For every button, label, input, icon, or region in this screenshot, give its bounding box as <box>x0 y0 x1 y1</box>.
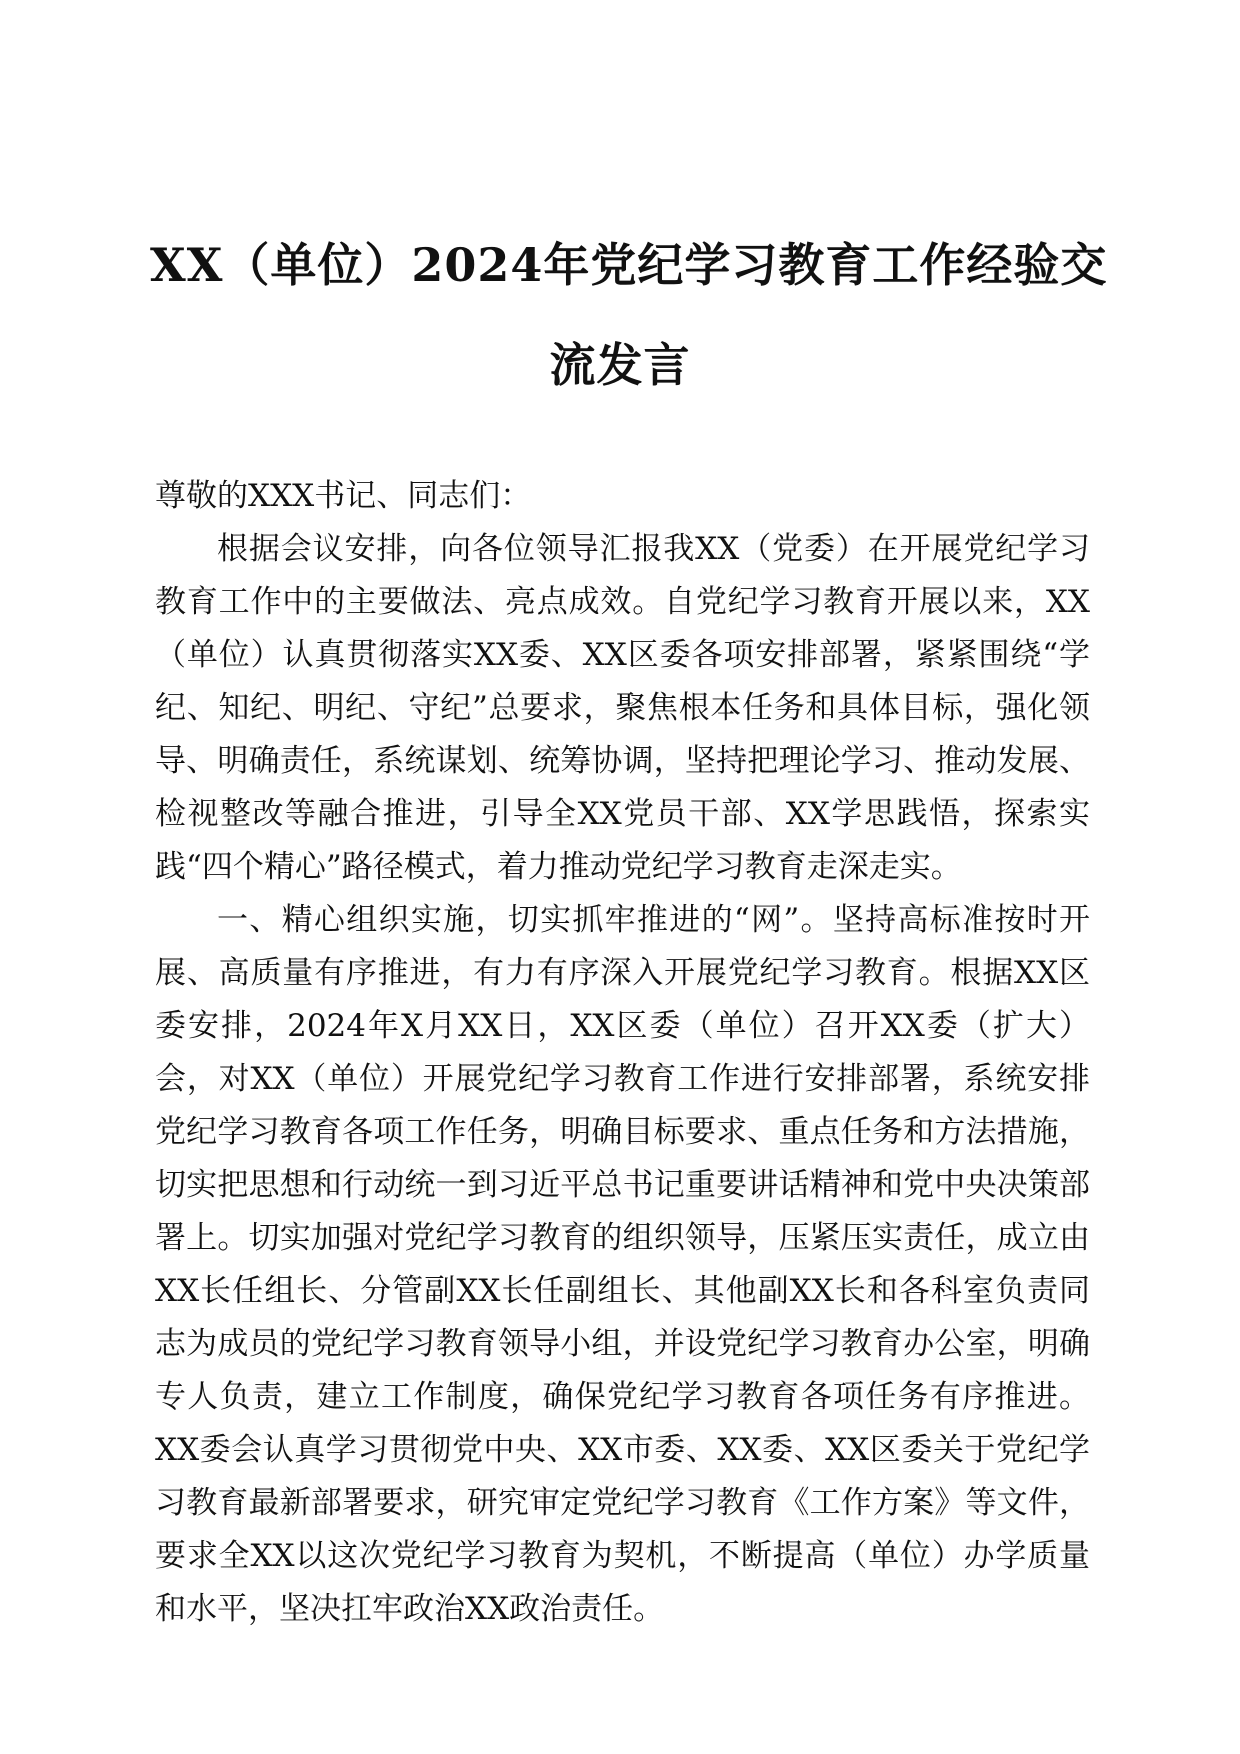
paragraph-section-1: 一、精心组织实施，切实抓牢推进的“网”。坚持高标准按时开展、高质量有序推进，有力有序深入开展党纪学习教育。根据XX区委安排，2024年X月XX日，XX区委（单位）召开XX委（扩大）会，对XX（单位）开展党纪学习教育工作进行安排部署，系统安排党纪学习教育各项工作任务，明确目标要求、重点任务和方法措施，切实把思想和行动统一到习近平总书记重要讲话精神和党中央决策部署上。切实加强对党纪学习教育的组织领导，压紧压实责任，成立由XX长任组长、分管副XX长任副组长、其他副XX长和各科室负责同志为成员的党纪学习教育领导小组，并设党纪学习教育办公室，明确专人负责，建立工作制度，确保党纪学习教育各项任务有序推进。XX委会认真学习贯彻党中央、XX市委、XX委、XX区委关于党纪学习教育最新部署要求，研究审定党纪学习教育《工作方案》等文件，要求全XX以这次党纪学习教育为契机，不断提高（单位）办学质量和水平，坚决扛牢政治XX政治责任。 <box>155 902 1090 1627</box>
title-line-2: 流发言 <box>549 338 691 392</box>
title-line-1: XX（单位）2024年党纪学习教育工作经验交 <box>150 238 1108 292</box>
document-title <box>150 215 1108 415</box>
document-body <box>155 470 1090 1636</box>
salutation: 尊敬的XXX书记、同志们： <box>155 478 532 514</box>
paragraph-intro: 根据会议安排，向各位领导汇报我XX（党委）在开展党纪学习教育工作中的主要做法、亮点成效。自党纪学习教育开展以来，XX（单位）认真贯彻落实XX委、XX区委各项安排部署，紧紧围绕“学纪、知纪、明纪、守纪”总要求，聚焦根本任务和具体目标，强化领导、明确责任，系统谋划、统筹协调，坚持把理论学习、推动发展、检视整改等融合推进，引导全XX党员干部、XX学思践悟，探索实践“四个精心”路径模式，着力推动党纪学习教育走深走实。 <box>155 531 1090 885</box>
